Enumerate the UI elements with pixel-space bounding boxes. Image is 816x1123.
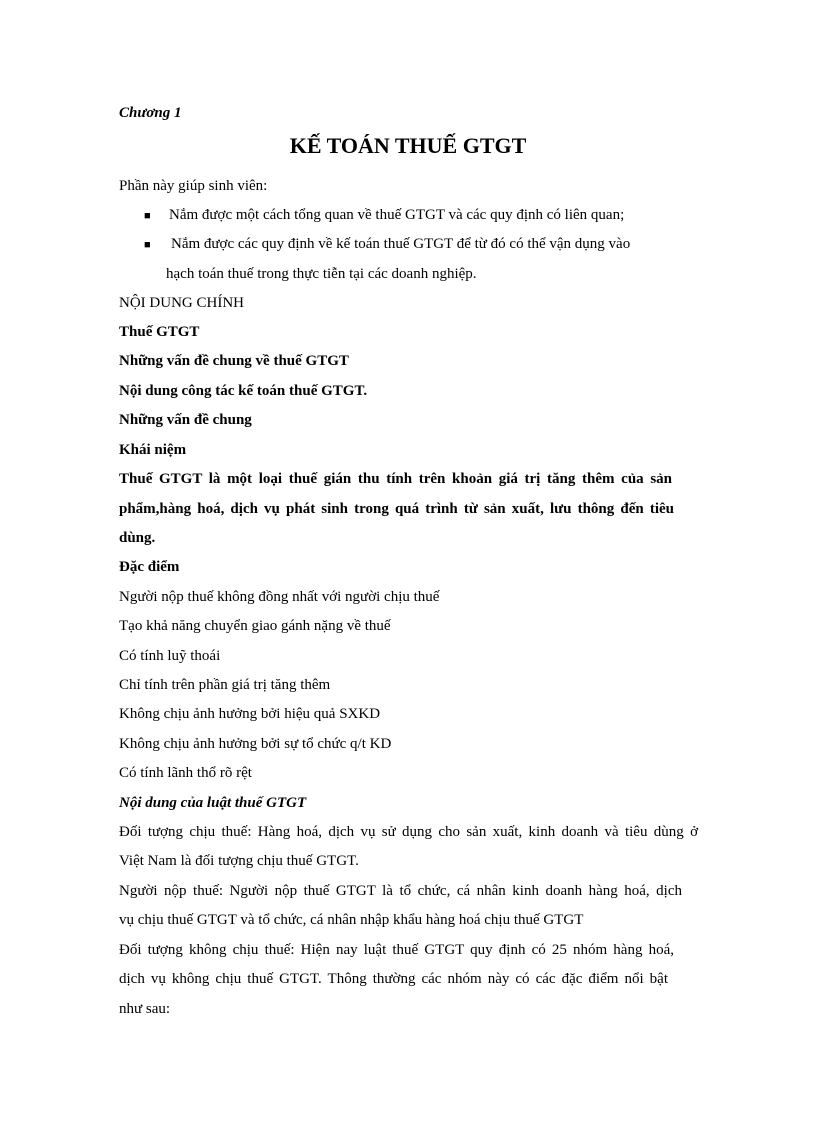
- heading-features: Đặc điểm: [119, 559, 180, 575]
- definition-line-3: dùng.: [119, 530, 156, 546]
- law-line-1: Đối tượng chịu thuế: Hàng hoá, dịch vụ sử dụng cho sản xuất, kinh doanh và tiêu dùng ở: [119, 824, 698, 840]
- feature-item: Không chịu ảnh hưởng bởi hiệu quả SXKD: [119, 706, 381, 722]
- definition-line-2: phẩm,hàng hoá, dịch vụ phát sinh trong quá trình từ sản xuất, lưu thông đến tiêu: [119, 501, 674, 517]
- bullet-marker: ■: [144, 239, 151, 251]
- law-line-5: Đối tượng không chịu thuế: Hiện nay luật thuế GTGT quy định có 25 nhóm hàng hoá,: [119, 942, 674, 958]
- law-line-7: như sau:: [119, 1001, 171, 1017]
- law-line-6: dịch vụ không chịu thuế GTGT. Thông thường các nhóm này có các đặc điểm nổi bật: [119, 971, 668, 987]
- feature-item: Có tính luỹ thoái: [119, 648, 221, 664]
- intro-text: Phần này giúp sinh viên:: [119, 178, 268, 194]
- law-line-2: Việt Nam là đối tượng chịu thuế GTGT.: [119, 853, 359, 869]
- chapter-label: Chương 1: [119, 105, 182, 121]
- feature-item: Chỉ tính trên phần giá trị tăng thêm: [119, 677, 331, 693]
- feature-item: Người nộp thuế không đồng nhất với người chịu thuế: [119, 589, 440, 605]
- feature-item: Có tính lãnh thổ rõ rệt: [119, 765, 252, 781]
- heading-general-issues: Những vấn đề chung về thuế GTGT: [119, 353, 349, 369]
- bullet-item-1: Nắm được một cách tổng quan về thuế GTGT và các quy định có liên quan;: [169, 207, 625, 223]
- heading-concept: Khái niệm: [119, 442, 187, 458]
- definition-line-1: Thuế GTGT là một loại thuế gián thu tính trên khoản giá trị tăng thêm của sản: [119, 471, 672, 487]
- heading-thue-gtgt: Thuế GTGT: [119, 324, 200, 340]
- law-line-3: Người nộp thuế: Người nộp thuế GTGT là tổ chức, cá nhân kinh doanh hàng hoá, dịch: [119, 883, 682, 899]
- heading-accounting-content: Nội dung công tác kế toán thuế GTGT.: [119, 383, 368, 399]
- heading-general-issues-2: Những vấn đề chung: [119, 412, 252, 428]
- feature-item: Không chịu ảnh hưởng bởi sự tổ chức q/t KD: [119, 736, 392, 752]
- bullet-item-2-continued: hạch toán thuế trong thực tiễn tại các doanh nghiệp.: [166, 266, 477, 282]
- law-line-4: vụ chịu thuế GTGT và tổ chức, cá nhân nhập khẩu hàng hoá chịu thuế GTGT: [119, 912, 584, 928]
- heading-law-content: Nội dung của luật thuế GTGT: [119, 795, 307, 811]
- bullet-marker: ■: [144, 210, 151, 222]
- bullet-item-2: Nắm được các quy định về kế toán thuế GTGT để từ đó có thể vận dụng vào: [171, 236, 631, 252]
- main-heading: NỘI DUNG CHÍNH: [119, 295, 244, 311]
- page-title: KẾ TOÁN THUẾ GTGT: [289, 133, 527, 158]
- feature-item: Tạo khả năng chuyển giao gánh nặng về thuế: [119, 618, 391, 634]
